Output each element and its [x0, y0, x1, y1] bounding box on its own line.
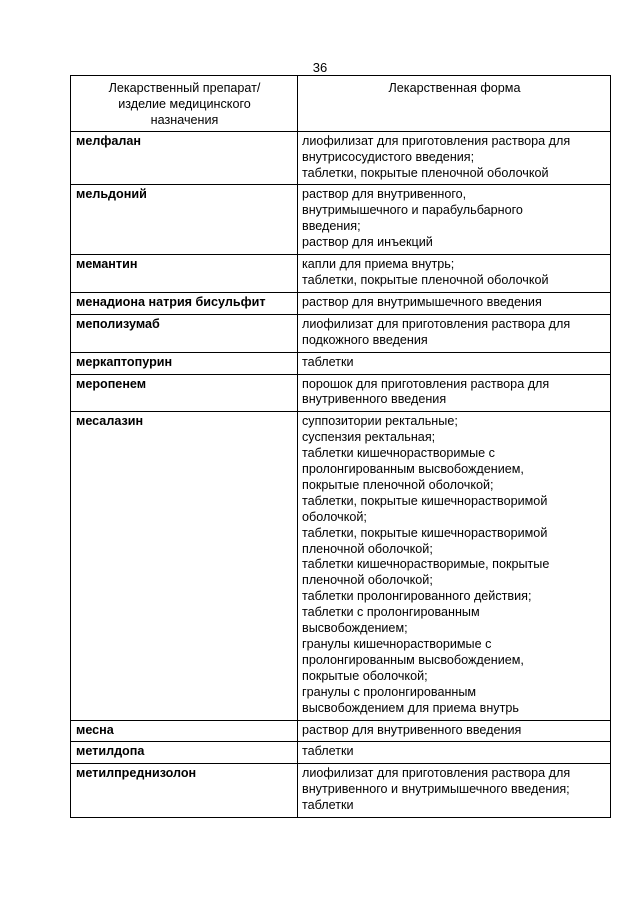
- drug-name: мельдоний: [71, 185, 298, 255]
- dosage-forms: [298, 185, 611, 255]
- dosage-form-line: таблетки кишечнорастворимые, покрытые: [302, 557, 550, 572]
- dosage-form-line: покрытые оболочкой;: [302, 668, 428, 683]
- page-number: 36: [312, 60, 328, 75]
- dosage-form-line: капли для приема внутрь;: [302, 257, 455, 272]
- dosage-form-line: оболочкой;: [302, 509, 367, 524]
- dosage-form-line: внутрисосудистого введения;: [302, 149, 475, 164]
- dosage-form-line: таблетки пролонгированного действия;: [302, 589, 532, 604]
- dosage-form-line: пленочной оболочкой;: [302, 541, 433, 556]
- dosage-form-line: гранулы кишечнорастворимые с: [302, 637, 492, 651]
- dosage-form-line: высвобождением;: [302, 621, 408, 636]
- dosage-form-line: суспензия ректальная;: [302, 430, 436, 445]
- dosage-form-line: таблетки: [302, 354, 354, 369]
- table-row: [71, 742, 611, 764]
- drug-name: меропенем: [71, 374, 298, 412]
- dosage-form-line: введения;: [302, 219, 361, 234]
- drug-name: меполизумаб: [71, 314, 298, 352]
- dosage-form-line: таблетки с пролонгированным: [302, 605, 480, 620]
- dosage-form-line: таблетки кишечнорастворимые с: [302, 446, 495, 461]
- header-drug: [71, 76, 298, 132]
- dosage-forms: [298, 764, 611, 818]
- drug-name: менадиона натрия бисульфит: [71, 292, 298, 314]
- dosage-form-line: таблетки: [302, 798, 354, 813]
- drug-name: метилдопа: [71, 742, 298, 764]
- dosage-form-line: раствор для внутривенного введения: [302, 722, 522, 737]
- table-row: [71, 255, 611, 293]
- table-row: [71, 352, 611, 374]
- header-drug-line: изделие медицинского: [118, 96, 251, 111]
- table-row: [71, 314, 611, 352]
- dosage-form-line: высвобождением для приема внутрь: [302, 700, 519, 715]
- dosage-forms: [298, 412, 611, 720]
- dosage-forms: [298, 374, 611, 412]
- header-drug-line: назначения: [150, 112, 219, 127]
- drug-name: метилпреднизолон: [71, 764, 298, 818]
- dosage-form-line: раствор для инъекций: [302, 235, 433, 250]
- table-row: [71, 374, 611, 412]
- dosage-form-line: лиофилизат для приготовления раствора для: [302, 316, 571, 331]
- dosage-forms: [298, 742, 611, 764]
- table-row: [71, 412, 611, 720]
- table-row: [71, 185, 611, 255]
- dosage-form-line: лиофилизат для приготовления раствора для: [302, 766, 571, 781]
- dosage-form-line: таблетки, покрытые пленочной оболочкой: [302, 272, 549, 287]
- table-row: [71, 764, 611, 818]
- dosage-form-line: лиофилизат для приготовления раствора для: [302, 133, 571, 148]
- dosage-form-line: суппозитории ректальные;: [302, 414, 458, 429]
- drug-name: мелфалан: [71, 131, 298, 185]
- dosage-forms: [298, 131, 611, 185]
- dosage-form-line: подкожного введения: [302, 332, 428, 347]
- dosage-form-line: раствор для внутривенного,: [302, 187, 467, 202]
- header-drug-line: Лекарственный препарат/: [108, 81, 261, 95]
- dosage-forms: [298, 352, 611, 374]
- drug-name: меркаптопурин: [71, 352, 298, 374]
- dosage-forms: [298, 314, 611, 352]
- dosage-form-line: гранулы с пролонгированным: [302, 684, 477, 699]
- table-header-row: [71, 76, 611, 132]
- table-row: [71, 720, 611, 742]
- drug-name: месна: [71, 720, 298, 742]
- dosage-form-line: внутримышечного и парабульбарного: [302, 203, 523, 218]
- dosage-form-line: пролонгированным высвобождением,: [302, 652, 524, 667]
- dosage-form-line: таблетки, покрытые пленочной оболочкой: [302, 165, 549, 180]
- dosage-forms: [298, 255, 611, 293]
- dosage-form-line: порошок для приготовления раствора для: [302, 376, 550, 391]
- drug-table: [70, 75, 611, 818]
- dosage-form-line: пленочной оболочкой;: [302, 573, 433, 588]
- table-body: [71, 131, 611, 817]
- dosage-forms: [298, 292, 611, 314]
- drug-name: месалазин: [71, 412, 298, 720]
- table-row: [71, 292, 611, 314]
- header-form-line: Лекарственная форма: [388, 81, 521, 95]
- dosage-form-line: покрытые пленочной оболочкой;: [302, 477, 494, 492]
- dosage-forms: [298, 720, 611, 742]
- dosage-form-line: раствор для внутримышечного введения: [302, 294, 542, 309]
- table-row: [71, 131, 611, 185]
- dosage-form-line: внутривенного и внутримышечного введения;: [302, 782, 570, 797]
- dosage-form-line: пролонгированным высвобождением,: [302, 462, 524, 477]
- drug-name: мемантин: [71, 255, 298, 293]
- dosage-form-line: таблетки, покрытые кишечнорастворимой: [302, 493, 548, 508]
- dosage-form-line: таблетки, покрытые кишечнорастворимой: [302, 525, 548, 540]
- dosage-form-line: внутривенного введения: [302, 392, 447, 407]
- dosage-form-line: таблетки: [302, 744, 354, 759]
- header-form: [298, 76, 611, 132]
